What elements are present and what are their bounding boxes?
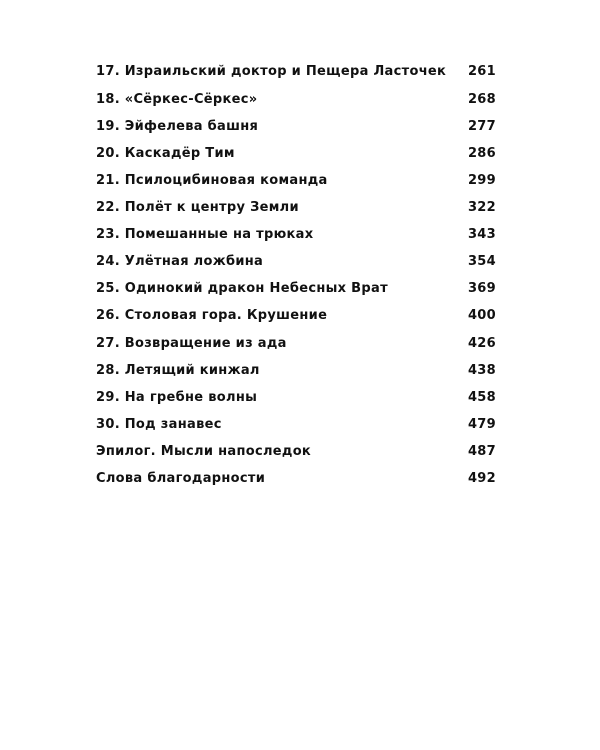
toc-entry: [96, 198, 496, 218]
toc-entry: [96, 361, 496, 381]
toc-entry-title: 30. Под занавес: [96, 417, 222, 432]
toc-entry-page: 369: [467, 281, 496, 296]
toc-entry: [96, 62, 496, 82]
toc-entry: [96, 90, 496, 110]
toc-entry-page: 322: [467, 200, 496, 215]
toc-entry-title: 27. Возвращение из ада: [96, 336, 287, 351]
toc-entry: [96, 469, 496, 489]
toc-entry-title: 21. Псилоцибиновая команда: [96, 173, 328, 188]
toc-entry: [96, 415, 496, 435]
toc-entry-page: 286: [467, 146, 496, 161]
toc-entry-title: Слова благодарности: [96, 471, 266, 486]
toc-entry: [96, 306, 496, 326]
toc-entry: [96, 279, 496, 299]
toc-entry-title: 25. Одинокий дракон Небесных Врат: [96, 281, 388, 296]
toc-entry-title: 22. Полёт к центру Земли: [96, 200, 299, 215]
toc-entry-title: 29. На гребне волны: [96, 390, 258, 405]
toc-entry-title: 18. «Сёркес-Сёркес»: [96, 92, 258, 107]
toc-entry-page: 261: [467, 64, 496, 79]
toc-entry-page: 438: [467, 363, 496, 378]
toc-entry-title: 24. Улётная ложбина: [96, 254, 264, 269]
toc-entry: [96, 225, 496, 245]
toc-entry-page: 487: [467, 444, 496, 459]
toc-entry-title: 23. Помешанные на трюках: [96, 227, 314, 242]
toc-entry-page: 492: [467, 471, 496, 486]
toc-entry-page: 277: [467, 119, 496, 134]
toc-entry: [96, 334, 496, 354]
toc-entry-title: 19. Эйфелева башня: [96, 119, 259, 134]
toc-entry-page: 299: [467, 173, 496, 188]
toc-entry: [96, 117, 496, 137]
toc-entry-page: 426: [467, 336, 496, 351]
toc-entry: [96, 388, 496, 408]
toc-entry-page: 400: [467, 308, 496, 323]
toc-entry: [96, 252, 496, 272]
toc-entry-page: 458: [467, 390, 496, 405]
toc-entry-title: 28. Летящий кинжал: [96, 363, 260, 378]
toc-entry-title: 26. Столовая гора. Крушение: [96, 308, 328, 323]
toc-entry-page: 343: [467, 227, 496, 242]
toc-entry-title: Эпилог. Мысли напоследок: [96, 444, 312, 459]
toc-entry: [96, 442, 496, 462]
toc-entry: [96, 171, 496, 191]
toc-entry-title: 20. Каскадёр Тим: [96, 146, 235, 161]
toc-entry-title: 17. Израильский доктор и Пещера Ласточек: [96, 64, 447, 79]
toc-entry-page: 268: [467, 92, 496, 107]
toc-entry-page: 479: [467, 417, 496, 432]
toc-entry-page: 354: [467, 254, 496, 269]
toc-entry: [96, 144, 496, 164]
